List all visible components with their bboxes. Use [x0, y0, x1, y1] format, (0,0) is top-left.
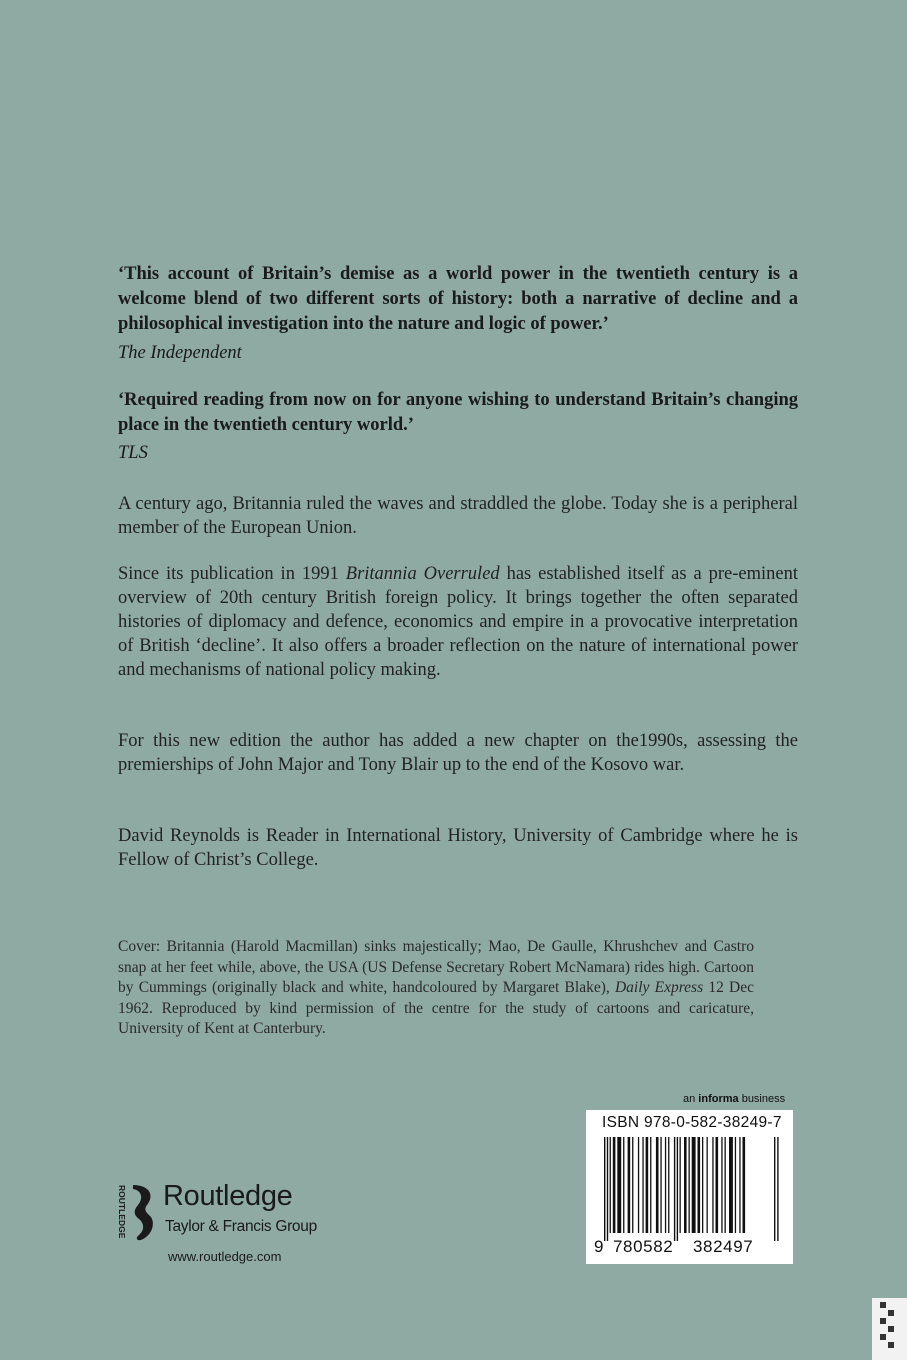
blurb-p2-lead: Since its publication in 1991 [118, 564, 346, 584]
barcode-bar [698, 1137, 701, 1233]
review-quote-independent: ‘This account of Britain’s demise as a world power in the twentieth century is a welcome blend of two different sorts of history: both a narrative of decline and a philosophical investigation into the nature and logic of power.’ [118, 264, 798, 334]
routledge-vertical-wordmark: ROUTLEDGE [117, 1185, 127, 1239]
barcode-bar [712, 1137, 713, 1233]
publisher-name: Routledge [163, 1180, 293, 1212]
barcode-bar [642, 1137, 643, 1233]
informa-suffix: business [738, 1093, 786, 1105]
barcode-bar [660, 1137, 661, 1233]
book-title: Britannia Overruled [345, 564, 500, 584]
cover-credit-publication: Daily Express [614, 979, 704, 996]
barcode-bar [668, 1137, 669, 1233]
cover-credit-lead: Cover: Britannia (Harold Macmillan) sinks majestically; Mao, De Gaulle, Khrushchev and Castro snap at her feet while, above, the USA (US Defense Secretary Robert McNamara) rides high. Cartoon by Cummings (originally black and white, handcoloured by Margaret Blake), [118, 938, 754, 996]
barcode-icon [596, 1137, 784, 1241]
review-source-tls: TLS [118, 443, 148, 463]
barcode-bar [735, 1137, 736, 1233]
publisher-tagline: Taylor & Francis Group [165, 1218, 317, 1235]
informa-prefix: an [683, 1093, 699, 1105]
barcode-bar [665, 1137, 666, 1233]
blurb-paragraph-1: A century ago, Britannia ruled the waves and straddled the globe. Today she is a peripheral member of the European Union. [118, 494, 798, 538]
review-source-independent: The Independent [118, 343, 242, 363]
barcode-bar [707, 1137, 708, 1233]
barcode-bar [716, 1137, 719, 1233]
blurb-p2-rest: has established itself as a pre-eminent overview of 20th century British foreign policy. It brings together the often separated histories of diplomacy and defence, economics and empire in a provocative interpretation of British ‘decline’. It also offers a broader reflection on the nature of international power and mechanisms of national policy making. [118, 564, 798, 680]
cover-credit [118, 937, 754, 1040]
barcode-bar [628, 1137, 631, 1233]
informa-brand: informa [698, 1093, 739, 1105]
barcode-bar [650, 1137, 651, 1233]
barcode-bar [610, 1137, 611, 1233]
barcode-digit-lead: 9 [594, 1237, 604, 1256]
barcode-bar [729, 1137, 733, 1233]
barcode-bar [656, 1137, 659, 1233]
barcode-bar [604, 1137, 605, 1241]
barcode-digits-left: 780582 [613, 1237, 674, 1256]
blurb-paragraph-2 [118, 562, 798, 682]
barcode-bar [725, 1137, 726, 1233]
barcode-bar [702, 1137, 703, 1233]
barcode-bar [632, 1137, 633, 1233]
cover-credit-rest: 12 Dec 1962. Reproduced by kind permission of the centre for the study of cartoons and caricature, University of Kent at Canterbury. [118, 979, 755, 1037]
barcode-bar [743, 1137, 746, 1233]
barcode-bar [617, 1137, 621, 1233]
barcode-bar [680, 1137, 681, 1233]
barcode-bar [739, 1137, 740, 1233]
barcode-bar [613, 1137, 616, 1233]
barcode-bar [777, 1137, 778, 1241]
barcode-bar [689, 1137, 690, 1233]
routledge-logo-icon [113, 1183, 157, 1243]
barcode-bar [677, 1137, 678, 1241]
barcode-bar [638, 1137, 639, 1233]
barcode-digits-right: 382497 [693, 1237, 754, 1256]
publisher-website: www.routledge.com [168, 1249, 282, 1264]
barcode-bar [774, 1137, 775, 1241]
barcode-bar [721, 1137, 722, 1233]
isbn-barcode-panel [586, 1110, 793, 1264]
barcode-bar [674, 1137, 675, 1241]
barcode-bar [623, 1137, 624, 1233]
corner-crop-mark-icon [872, 1298, 907, 1360]
review-quote-tls: ‘Required reading from now on for anyone wishing to understand Britain’s changing place in the twentieth century world.’ [118, 390, 798, 435]
informa-business-mark [683, 1093, 785, 1105]
author-bio: David Reynolds is Reader in International History, University of Cambridge where he is Fellow of Christ’s College. [118, 826, 798, 870]
isbn-label: ISBN 978-0-582-38249-7 [602, 1114, 782, 1131]
barcode-bar [646, 1137, 649, 1233]
barcode-bar [684, 1137, 687, 1233]
barcode-bar [607, 1137, 608, 1241]
barcode-bar [692, 1137, 696, 1233]
blurb-paragraph-3: For this new edition the author has added a new chapter on the1990s, assessing the premierships of John Major and Tony Blair up to the end of the Kosovo war. [118, 731, 798, 775]
